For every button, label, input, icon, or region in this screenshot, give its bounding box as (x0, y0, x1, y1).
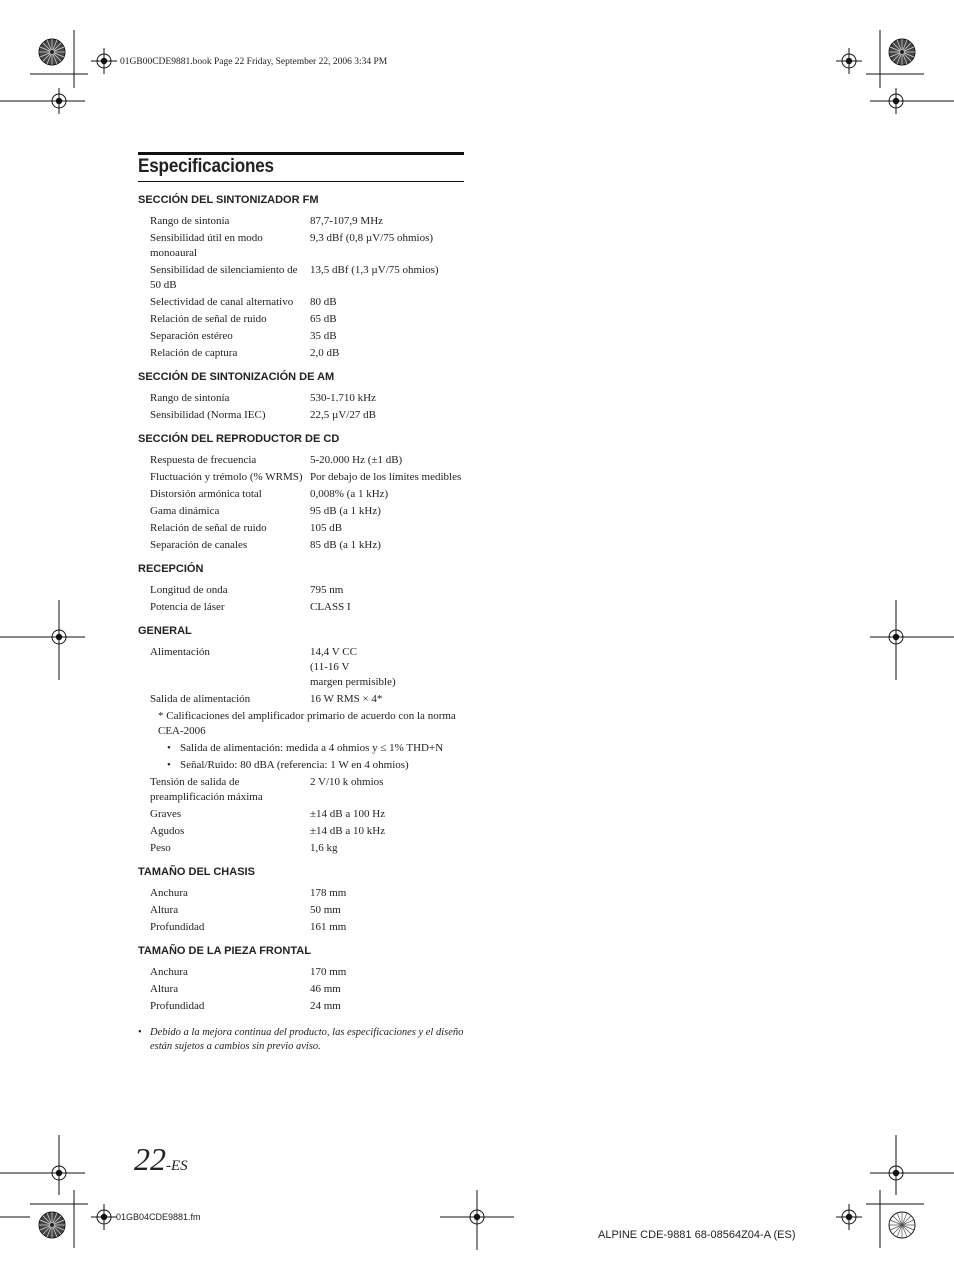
footer-file: 01GB04CDE9881.fm (116, 1212, 201, 1222)
spec-value: ±14 dB a 100 Hz (310, 808, 386, 820)
section-heading: GENERAL (138, 625, 192, 637)
spec-value: 13,5 dBf (1,3 µV/75 ohmios) (310, 264, 439, 276)
footer-model: ALPINE CDE-9881 68-08564Z04-A (ES) (598, 1229, 796, 1241)
spec-label: Agudos (150, 825, 185, 837)
spec-row (138, 999, 468, 1014)
spec-value: 1,6 kg (310, 842, 338, 854)
spec-label: Altura (150, 904, 179, 916)
spec-row (138, 903, 468, 918)
spec-row (138, 312, 468, 327)
spec-label: Sensibilidad útil en modo monoaural (150, 232, 263, 259)
spec-label: Profundidad (150, 1000, 205, 1012)
page-title: Especificaciones (138, 156, 274, 177)
spec-section (138, 865, 468, 935)
spec-label: Peso (150, 842, 171, 854)
disclaimer-note (138, 1026, 475, 1054)
spec-value: 170 mm (310, 966, 347, 978)
spec-row (138, 775, 468, 805)
spec-value: CLASS I (310, 601, 351, 613)
page-number-value: 22 (134, 1141, 166, 1177)
spec-label: Relación de señal de ruido (150, 313, 267, 325)
spec-value: 161 mm (310, 921, 347, 933)
spec-row (138, 965, 468, 980)
spec-label: Gama dinámica (150, 505, 220, 517)
spec-label: Sensibilidad (Norma IEC) (150, 409, 266, 421)
spec-label: Separación de canales (150, 539, 248, 551)
spec-section (138, 944, 468, 1014)
disclaimer-text: Debido a la mejora continua del producto, las especificaciones y el diseño están sujetos a cambios sin previo aviso. (150, 1027, 464, 1052)
spec-bullet: • Señal/Ruido: 80 dBA (referencia: 1 W en 4 ohmios) (138, 758, 468, 773)
spec-section (138, 624, 468, 856)
spec-value: 46 mm (310, 983, 341, 995)
spec-value: 0,008% (a 1 kHz) (310, 488, 389, 500)
section-heading: SECCIÓN DE SINTONIZACIÓN DE AM (138, 371, 335, 383)
spec-row (138, 982, 468, 997)
spec-label: Tensión de salida de preamplificación máxima (150, 776, 263, 803)
spec-value: 795 nm (310, 584, 344, 596)
spec-value: 50 mm (310, 904, 341, 916)
spec-row (138, 408, 468, 423)
spec-label: Selectividad de canal alternativo (150, 296, 294, 308)
spec-section (138, 370, 468, 423)
spec-row (138, 231, 468, 261)
spec-label: Rango de sintonía (150, 392, 230, 404)
section-heading: SECCIÓN DEL SINTONIZADOR FM (138, 194, 319, 206)
spec-row (138, 214, 468, 229)
spec-value: 24 mm (310, 1000, 341, 1012)
spec-label: Graves (150, 808, 182, 820)
spec-row (138, 263, 468, 293)
spec-value: 22,5 µV/27 dB (310, 409, 376, 421)
spec-label: Anchura (150, 887, 188, 899)
spec-value: 80 dB (310, 296, 337, 308)
spec-row (138, 504, 468, 519)
spec-label: Altura (150, 983, 179, 995)
spec-value: 95 dB (a 1 kHz) (310, 505, 381, 517)
file-header: 01GB00CDE9881.book Page 22 Friday, September 22, 2006 3:34 PM (120, 57, 388, 67)
spec-label: Separación estéreo (150, 330, 233, 342)
spec-row (138, 521, 468, 536)
section-heading: SECCIÓN DEL REPRODUCTOR DE CD (138, 433, 340, 445)
spec-value: Por debajo de los límites medibles (310, 471, 462, 483)
spec-row (138, 886, 468, 901)
spec-value: 530-1.710 kHz (310, 392, 376, 404)
spec-value: 105 dB (310, 522, 343, 534)
spec-row (138, 295, 468, 310)
spec-value: 35 dB (310, 330, 337, 342)
spec-row (138, 487, 468, 502)
spec-row (138, 824, 468, 839)
spec-label: Relación de señal de ruido (150, 522, 267, 534)
section-heading: TAMAÑO DEL CHASIS (138, 866, 255, 878)
spec-label: Fluctuación y trémolo (% WRMS) (150, 471, 303, 483)
spec-value: 65 dB (310, 313, 337, 325)
title-rule-top (138, 152, 464, 155)
spec-label: Alimentación (150, 646, 210, 658)
page-number-suffix: -ES (166, 1158, 188, 1174)
spec-label: Profundidad (150, 921, 205, 933)
spec-value: 87,7-107,9 MHz (310, 215, 384, 227)
spec-row (138, 600, 468, 615)
spec-footnote: * Calificaciones del amplificador primario de acuerdo con la norma CEA-2006 (158, 710, 456, 737)
spec-section (138, 562, 468, 615)
title-rule-bottom (138, 181, 464, 182)
spec-row (138, 470, 468, 485)
spec-label: Distorsión armónica total (150, 488, 262, 500)
spec-value: 9,3 dBf (0,8 µV/75 ohmios) (310, 232, 434, 244)
spec-row (138, 920, 468, 935)
spec-label: Sensibilidad de silenciamiento de 50 dB (150, 264, 298, 291)
spec-content (138, 193, 468, 1054)
spec-label: Potencia de láser (150, 601, 225, 613)
spec-label: Rango de sintonía (150, 215, 230, 227)
spec-label: Anchura (150, 966, 188, 978)
spec-value: 2,0 dB (310, 347, 340, 359)
spec-row (138, 391, 468, 406)
spec-row (138, 692, 468, 707)
spec-row (138, 538, 468, 553)
spec-bullet: • Salida de alimentación: medida a 4 ohmios y ≤ 1% THD+N (138, 741, 468, 756)
section-heading: TAMAÑO DE LA PIEZA FRONTAL (138, 945, 311, 957)
spec-row (138, 645, 468, 690)
section-heading: RECEPCIÓN (138, 563, 204, 575)
spec-label: Respuesta de frecuencia (150, 454, 257, 466)
spec-value: ±14 dB a 10 kHz (310, 825, 386, 837)
spec-section (138, 193, 468, 361)
spec-value: 14,4 V CC (11-16 V margen permisible) (310, 646, 396, 688)
spec-row (138, 841, 468, 856)
spec-value: 16 W RMS × 4* (310, 693, 383, 705)
spec-row (138, 346, 468, 361)
spec-value: 5-20.000 Hz (±1 dB) (310, 454, 403, 466)
spec-label: Longitud de onda (150, 584, 228, 596)
spec-row (138, 453, 468, 468)
spec-label: Salida de alimentación (150, 693, 251, 705)
spec-row (138, 329, 468, 344)
spec-value: 85 dB (a 1 kHz) (310, 539, 381, 551)
spec-value: 2 V/10 k ohmios (310, 776, 384, 788)
page-number (134, 1141, 188, 1178)
spec-label: Relación de captura (150, 347, 238, 359)
spec-value: 178 mm (310, 887, 347, 899)
spec-row (138, 807, 468, 822)
spec-section (138, 432, 468, 553)
spec-row (138, 583, 468, 598)
